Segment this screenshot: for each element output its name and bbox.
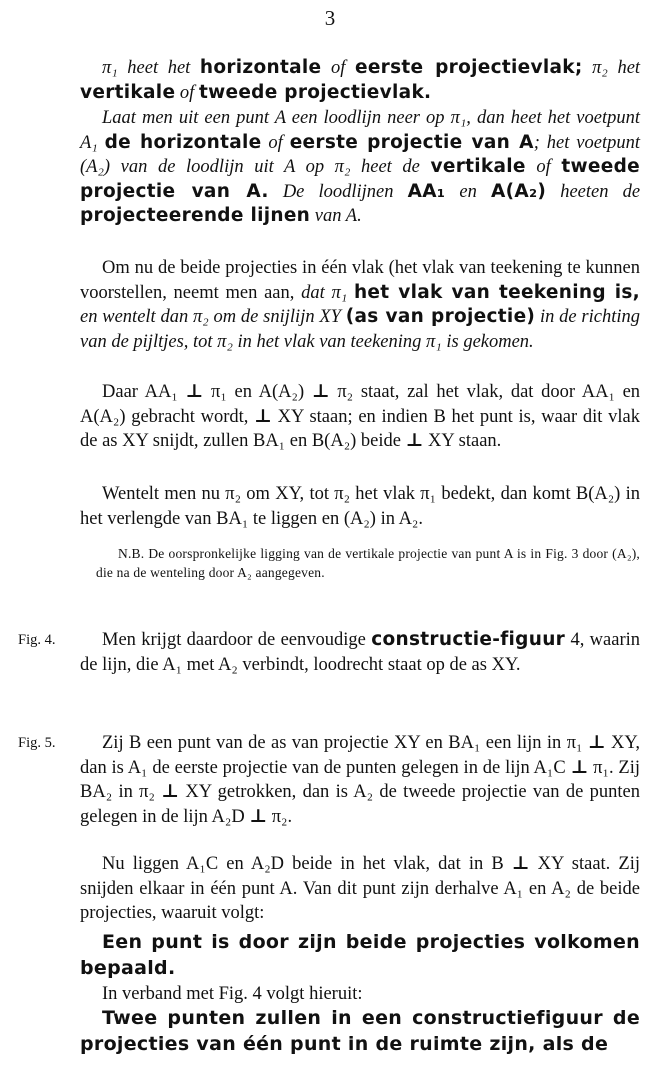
paragraph-intersection: Nu liggen A₁C en A₂D beide in het vlak, dat in B ⊥ XY staat. Zij snijden elkaar in één punt A. Van dit punt zijn derhalve A₁ en A₂ de beide projecties, waaruit volgt: xyxy=(80,854,640,923)
paragraph-fig5: Zij B een punt van de as van projectie XY en BA₁ een lijn in π₁ ⊥ XY, dan is A₁ de eerste projectie van de punten gelegen in de lijn A₁C ⊥ π₁. Zij BA₂ in π₂ ⊥ XY getrokken, dan is A₂ de tweede projectie van de punten gelegen in de lijn A₂D ⊥ π₂. xyxy=(80,733,641,827)
paragraph-in-verband: In verband met Fig. 4 volgt hieruit: xyxy=(102,984,363,1004)
paragraph-perpendicular: Daar AA₁ ⊥ π₁ en A(A₂) ⊥ π₂ staat, zal het vlak, dat door AA₁ en A(A₂) gebracht wordt, ⊥ XY staan; en indien B het punt is, waar dit vlak de as XY snijdt, zullen BA₁ en B(A₂) beide ⊥ XY staan. xyxy=(80,382,641,451)
paragraph-fig4: Men krijgt daardoor de eenvoudige constructie-figuur 4, waarin de lijn, die A₁ met A₂ verbindt, loodrecht staat op de as XY. xyxy=(80,629,641,675)
theorem-two-points: Twee punten zullen in een constructiefiguur de projecties van één punt in de ruimte zijn, als de xyxy=(80,1007,640,1055)
paragraph-definition-projections: Laat men uit een punt A een loodlijn neer op π₁, dan heet het voetpunt A₁ de horizontale of eerste projectie van A; het voetpunt (A₂) van de loodlijn uit A op π₂ heet de vertikale of tweede projectie van A. De loodlijnen AA₁ en A(A₂) heeten de projecteerende lijnen van A. xyxy=(80,108,641,226)
margin-label-fig4: Fig. 4. xyxy=(18,632,56,648)
theorem-point-determined: Een punt is door zijn beide projecties volkomen bepaald. xyxy=(80,931,640,979)
paragraph-rotation: Om nu de beide projecties in één vlak (het vlak van teekening te kunnen voorstellen, neemt men aan, dat π₁ het vlak van teekening is, en wentelt dan π₂ om de snijlijn XY (as van projectie) in de richting van de pijltjes, tot π₂ in het vlak van teekening π₁ is gekomen. xyxy=(80,258,640,352)
note-nb: N.B. De oorspronkelijke ligging van de vertikale projectie van punt A is in Fig. 3 door (A₂), die na de wenteling door A₂ aangegeven. xyxy=(96,546,640,580)
paragraph-wentelt: Wentelt men nu π₂ om XY, tot π₂ het vlak π₁ bedekt, dan komt B(A₂) in het verlengde van BA₁ te liggen en (A₂) in A₂. xyxy=(80,484,640,529)
margin-label-fig5: Fig. 5. xyxy=(18,735,56,751)
paragraph-definition-planes: π₁ heet het horizontale of eerste projectievlak; π₂ het vertikale of tweede projectievlak. xyxy=(80,57,641,103)
page-number: 3 xyxy=(324,6,336,30)
